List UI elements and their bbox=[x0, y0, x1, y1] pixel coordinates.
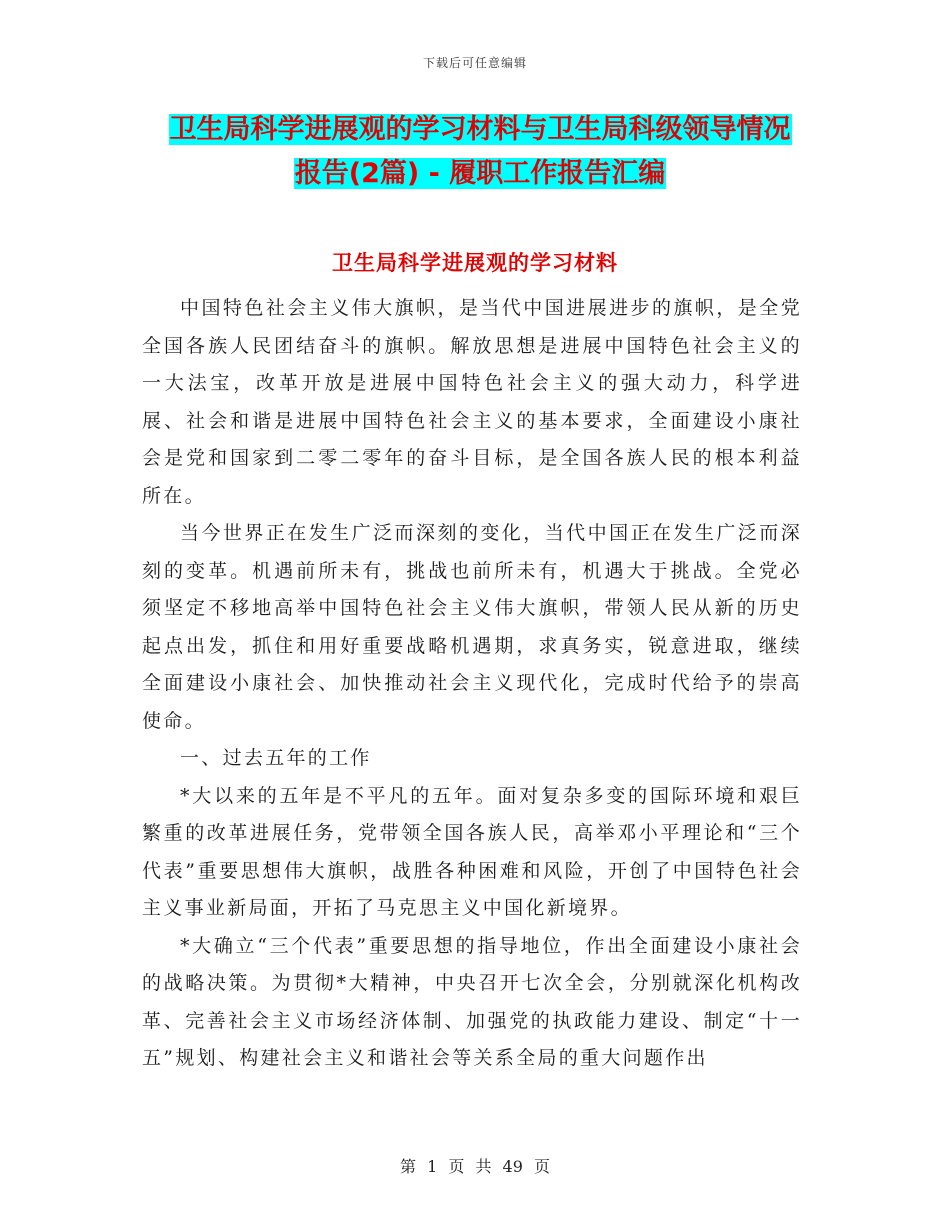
section-heading: 一、过去五年的工作 bbox=[180, 747, 372, 769]
paragraph: *大确立“三个代表”重要思想的指导地位，作出全面建设小康社会的战略决策。为贯彻*大精神，中央召开七次全会，分别就深化机构改革、完善社会主义市场经济体制、加强党的执政能力建设、制定“十一五”规划、构建社会主义和谐社会等关系全局的重大问题作出 bbox=[142, 934, 802, 1069]
section-title: 卫生局科学进展观的学习材料 bbox=[332, 251, 618, 275]
document-body bbox=[142, 290, 802, 1078]
header-note: 下载后可任意编辑 bbox=[422, 56, 527, 70]
page-number-footer: 第 1 页 共 49 页 bbox=[400, 1157, 550, 1176]
paragraph: 当今世界正在发生广泛而深刻的变化，当代中国正在发生广泛而深刻的变革。机遇前所未有，挑战也前所未有，机遇大于挑战。全党必须坚定不移地高举中国特色社会主义伟大旗帜，带领人民从新的历史起点出发，抓住和用好重要战略机遇期，求真务实，锐意进取，继续全面建设小康社会、加快推动社会主义现代化，完成时代给予的崇高使命。 bbox=[142, 522, 802, 732]
document-title-line-2: 报告(2篇) - 履职工作报告汇编 bbox=[294, 158, 666, 189]
paragraph: 中国特色社会主义伟大旗帜，是当代中国进展进步的旗帜，是全党全国各族人民团结奋斗的旗帜。解放思想是进展中国特色社会主义的一大法宝，改革开放是进展中国特色社会主义的强大动力，科学进展、社会和谐是进展中国特色社会主义的基本要求，全面建设小康社会是党和国家到二零二零年的奋斗目标，是全国各族人民的根本利益所在。 bbox=[142, 297, 802, 507]
paragraph: *大以来的五年是不平凡的五年。面对复杂多变的国际环境和艰巨繁重的改革进展任务，党带领全国各族人民，高举邓小平理论和“三个代表”重要思想伟大旗帜，战胜各种困难和风险，开创了中国特色社会主义事业新局面，开拓了马克思主义中国化新境界。 bbox=[142, 784, 802, 919]
document-title-line-1: 卫生局科学进展观的学习材料与卫生局科级领导情况 bbox=[169, 114, 791, 145]
document-title bbox=[140, 108, 820, 196]
